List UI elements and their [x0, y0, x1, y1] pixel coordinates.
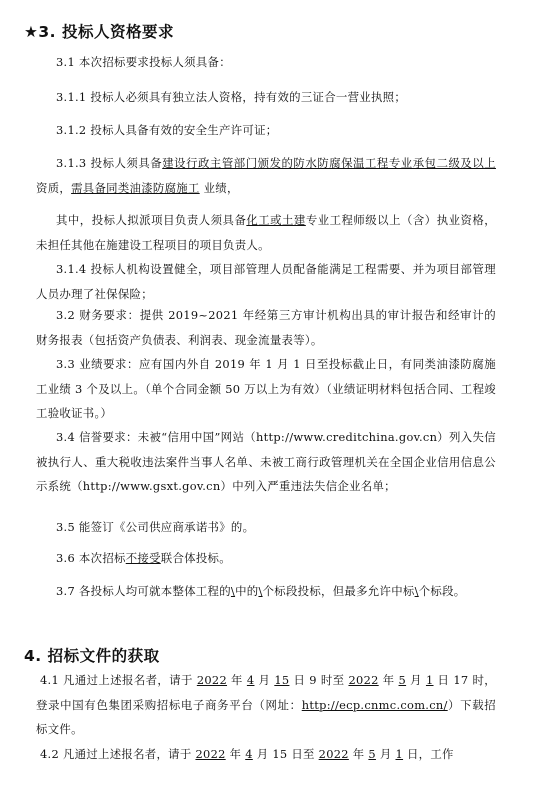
underlined-text: \: [414, 584, 419, 598]
underlined-text: 5: [368, 747, 376, 761]
underlined-text: 2022: [318, 747, 349, 761]
underlined-text: 不接受: [125, 551, 161, 565]
text-segment: 中的: [235, 584, 259, 598]
text-segment: 年: [225, 747, 246, 761]
underlined-text: 建设行政主管部门颁发的防水防腐保温工程专业承包二级及以上: [162, 156, 496, 170]
paragraph-4-1: [36, 668, 496, 742]
text-segment: 年: [227, 673, 247, 687]
paragraph-3-4: 3.4 信誉要求：未被“信用中国”网站（http://www.creditchina.gov.cn）列入失信被执行人、重大税收违法案件当事人名单、未被工商行政管理机关在全国企业信用信息公示系统（http://www.gsxt.gov.cn）中列入严重违法失信企业名单；: [36, 430, 496, 493]
text-segment: 其中，投标人拟派项目负责人须具备: [56, 213, 247, 227]
text-segment: 资质，: [36, 180, 72, 195]
text-segment: 个标段投标，但最多允许中标: [262, 584, 415, 598]
paragraph-3-5: 3.5 能签订《公司供应商承诺书》的。: [56, 520, 255, 534]
paragraph-3-1-2: 3.1.2 投标人具备有效的安全生产许可证；: [56, 123, 278, 137]
paragraph-3-1-1: 3.1.1 投标人必须具有独立法人资格，持有效的三证合一营业执照；: [56, 90, 407, 104]
paragraph-4-2: [36, 742, 496, 767]
text-segment: 4.1 凡通过上述报名者，请于: [40, 673, 197, 687]
section-4-heading: 4. 招标文件的获取: [24, 647, 160, 665]
underlined-text: 2022: [196, 673, 228, 687]
text-segment: 个标段。: [418, 584, 466, 598]
text-segment: 年: [378, 673, 399, 687]
paragraph-3-6: [36, 546, 496, 571]
text-segment: 年: [348, 747, 369, 761]
underlined-text: 2022: [348, 673, 379, 687]
text-segment: 月: [406, 673, 426, 687]
paragraph-3-1-3: [36, 151, 496, 200]
text-segment: 4.2 凡通过上述报名者，请于: [40, 747, 196, 761]
underlined-text: 4: [246, 673, 255, 687]
underlined-text: 需具备同类油漆防腐施工: [71, 180, 200, 195]
underlined-text: 5: [398, 673, 407, 687]
underlined-text: \: [258, 584, 263, 598]
ecp-url-link[interactable]: http://ecp.cnmc.com.cn/: [301, 697, 448, 712]
paragraph-3-2: 3.2 财务要求：提供 2019~2021 年经第三方审计机构出具的审计报告和经审计的财务报表（包括资产负债表、利润表、现金流量表等）。: [36, 308, 496, 347]
underlined-text: \: [230, 584, 236, 598]
paragraph-3-1: 3.1 本次招标要求投标人须具备：: [56, 55, 231, 69]
section-3-heading: ★3. 投标人资格要求: [24, 23, 174, 41]
text-segment: 月: [254, 673, 275, 687]
text-segment: 月: [375, 747, 396, 761]
text-segment: 日 9 时至: [289, 673, 349, 687]
paragraph-3-7: [36, 579, 496, 604]
text-segment: 3.1.3 投标人须具备: [56, 156, 163, 170]
paragraph-3-3: 3.3 业绩要求：应有国内外自 2019 年 1 月 1 日至投标截止日，有同类油漆防腐施工业绩 3 个及以上。（单个合同金额 50 万以上为有效）（业绩证明材料包括合同、工程竣工验收证书。）: [36, 357, 496, 420]
underlined-text: 4: [245, 747, 253, 761]
underlined-text: 1: [425, 673, 434, 687]
underlined-text: 1: [395, 747, 404, 761]
text-segment: 3.6 本次招标: [56, 551, 126, 565]
text-segment: ）下载招标文件。: [36, 697, 496, 736]
text-segment: 日 17 时，登录中国有色集团采购招标电子商务平台（网址：: [36, 673, 496, 712]
text-segment: 业绩，: [199, 180, 239, 195]
text-segment: 专业工程师级以上（含）执业资格，未担任其他在施建设工程项目的项目负责人。: [36, 213, 496, 252]
text-segment: 日，工作: [403, 747, 454, 761]
underlined-text: 化工或土建: [246, 213, 306, 227]
text-segment: 联合体投标。: [160, 551, 231, 565]
text-segment: 月 15 日至: [252, 747, 319, 761]
underlined-text: 2022: [195, 747, 226, 761]
paragraph-3-1-3-note: [36, 208, 496, 257]
text-segment: 3.7 各投标人均可就本整体工程的: [56, 584, 231, 598]
paragraph-3-1-4: 3.1.4 投标人机构设置健全，项目部管理人员配备能满足工程需要、并为项目部管理人员办理了社保保险；: [36, 262, 496, 301]
underlined-text: 15: [274, 673, 290, 687]
